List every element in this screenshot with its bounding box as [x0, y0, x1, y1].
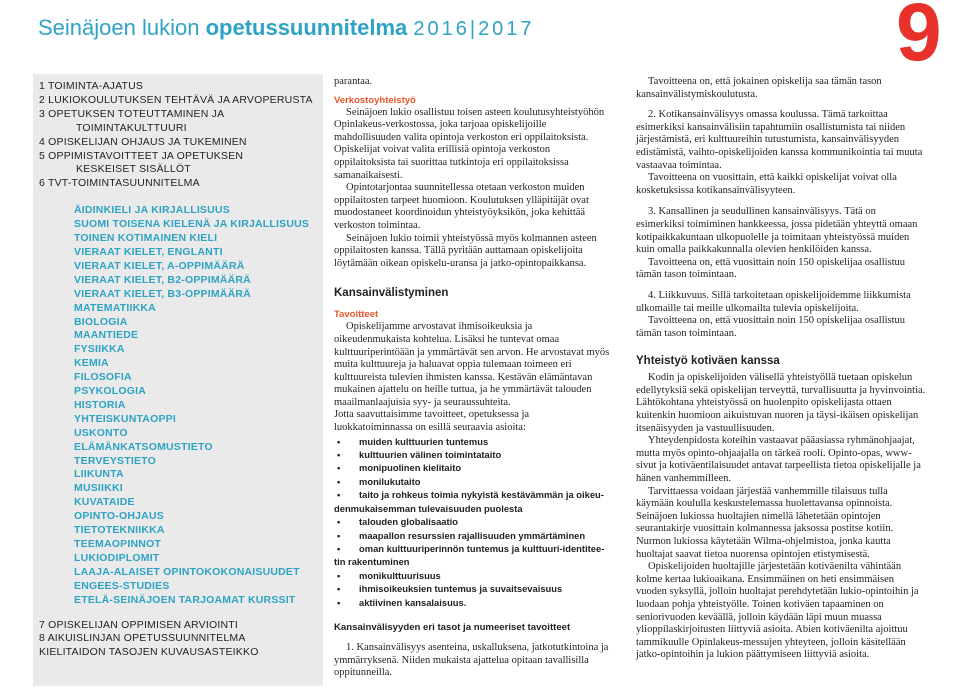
toc-list — [33, 74, 323, 660]
toc-subject-link[interactable]: SUOMI TOISENA KIELENÄ JA KIRJALLISUUS — [74, 218, 310, 231]
paragraph: 3. Kansallinen ja seudullinen kansainvälisyys. Tätä on esimerkiksi toimiminen hankkeessa, jossa pidetään yhteyttä omaan kotipaikkakuntaan ulkopuolelle ja toimitaan yhteistyössä muiden kuin omalla paikkakunnalla olevien henkilöiden kanssa. — [636, 206, 918, 256]
title-part-school: Seinäjoen lukion — [38, 15, 206, 40]
section-heading-verkostoyhteistyo: Verkostoyhteistyö — [334, 94, 416, 106]
paragraph: Seinäjoen lukio osallistuu toisen asteen koulutusyhteistyöhön Opinlakeus-verkostossa, joka tarjoaa opiskelijoille mahdollisuuden valita opintoja verkoston eri oppilaitoksista. Opiskelijat voivat valita erillisiä opintoja verkoston oppilaitoksista tai suorittaa tutkintoja eri oppilaitoksissa samanaikaisesti. — [334, 106, 605, 181]
bullet-list — [334, 435, 610, 609]
list-item: denmukaisemman tulevaisuuden puolesta — [334, 502, 523, 514]
toc-subject-link[interactable]: BIOLOGIA — [74, 315, 128, 328]
paragraph: Opintotarjontaa suunnitellessa otetaan verkoston muiden oppilaitosten tarpeet huomioon. Koulutuksen ylläpitäjät ovat muodostaneet koordinoidun yhteistyöyksikön, joka kehittää verkoston toimintaa. — [334, 182, 589, 231]
document-title — [38, 15, 535, 41]
toc-subject-link[interactable]: VIERAAT KIELET, B3-OPPIMÄÄRÄ — [74, 287, 251, 300]
toc-subject-link[interactable]: VIERAAT KIELET, B2-OPPIMÄÄRÄ — [74, 273, 251, 286]
toc-subject-link[interactable]: FYSIIKKA — [74, 343, 125, 356]
paragraph: 2. Kotikansainvälisyys omassa koulussa. Tämä tarkoittaa esimerkiksi kansainvälisiin tapahtumiin osallistumista tai niiden järjestämistä, eri kulttuureihin tutustumista, kansainvälisyyden edistämistä, vaihto-opiskelijoiden kanssa kommunikointia tai muuta vastaavaa toimintaa. — [636, 109, 923, 171]
toc-subject-link[interactable]: USKONTO — [74, 426, 128, 439]
toc-subject-link[interactable]: ELÄMÄNKATSOMUSTIETO — [74, 440, 213, 453]
section-heading-kansainvalistyminen: Kansainvälistyminen — [334, 287, 449, 300]
section-heading-kotivaki: Yhteistyö kotiväen kanssa — [636, 355, 780, 368]
toc-chapter-link[interactable]: 8 AIKUISLINJAN OPETUSSUUNNITELMA — [39, 632, 246, 645]
paragraph: Kodin ja opiskelijoiden välisellä yhteistyöllä tuetaan opiskelun edellytyksiä sekä opiskelijan terveyttä, turvallisuutta ja hyvinvointia. Lähtökohtana yhteistyössä on huolenpito opiskelijasta ottaen kuitenkin huomioon aikuistuvan nuoren ja täysi-ikäisen opiskelijan itsenäisyyden ja vastuullisuuden. — [636, 372, 926, 434]
toc-subject-link[interactable]: VIERAAT KIELET, ENGLANTI — [74, 245, 223, 258]
toc-subject-link[interactable]: ÄIDINKIELI JA KIRJALLISUUS — [74, 204, 230, 217]
toc-subject-link[interactable]: OPINTO-OHJAUS — [74, 510, 164, 523]
paragraph: Tarvittaessa voidaan järjestää vanhemmille tilaisuus tulla käymään koululla keskustelemassa huolettavansa opinnoista. Seinäjoen lukiossa huoltajien nimellä lähetetään opintojen seurantakirje vuosittain kolmannessa jaksossa postitse kotiin. Nurmon lukiossa käytetään Wilma-ohjelmistoa, jonka kautta huoltajat saavat tietoa nuorensa opintojen etistymisestä. — [636, 485, 894, 560]
toc-subject-link[interactable]: ETELÄ-SEINÄJOEN TARJOAMAT KURSSIT — [74, 593, 296, 606]
text-column-1 — [334, 76, 610, 680]
toc-spacer — [33, 191, 323, 204]
paragraph: Opiskelijamme arvostavat ihmisoikeuksia ja oikeudenmukaista kohtelua. Lisäksi he tuntevat omaa kulttuuriperintöään ja ymmärtävät sen arvon. He arvostavat myös muita kulttuureja ja haluavat oppia tulemaan toimeen eri kulttuureista tulevien ihmisten kanssa. Kestävän elämäntavan mukainen ajattelu on heille tuttua, ja he ymmärtävät talouden maailmanlaajuisia syy- ja seuraussuhteita. — [334, 321, 610, 408]
paragraph: Tavoitteena on, että vuosittain noin 150 opiskelijaa osallistuu tämän tason toimintaan. — [636, 315, 906, 339]
page-header — [0, 0, 960, 78]
list-item: • talouden globalisaatio — [334, 515, 610, 528]
toc-subject-link[interactable]: TOINEN KOTIMAINEN KIELI — [74, 232, 218, 245]
toc-subject-link[interactable]: MUSIIKKI — [74, 482, 123, 495]
table-of-contents-sidebar — [33, 74, 323, 686]
toc-chapter-link[interactable]: 6 TVT-TOIMINTASUUNNITELMA — [39, 177, 200, 190]
paragraph: Tavoitteena on, että jokainen opiskelija saa tämän tason kansainvälistymiskoulutusta. — [636, 76, 882, 100]
title-part-year: 2016|2017 — [413, 18, 535, 40]
list-item: • monikulttuurisuus — [334, 569, 610, 582]
list-item: • monilukutaito — [334, 475, 610, 488]
toc-chapter-link[interactable]: 3 OPETUKSEN TOTEUTTAMINEN JA — [39, 107, 225, 120]
toc-subject-link[interactable]: KEMIA — [74, 357, 109, 370]
paragraph: parantaa. — [334, 76, 373, 87]
toc-subject-link[interactable]: TEEMAOPINNOT — [74, 538, 161, 550]
paragraph: Tavoitteena on vuosittain, että kaikki opiskelijat voivat olla kosketuksissa kotikansainvälisyyteen. — [636, 172, 897, 196]
paragraph: Tavoitteena on, että vuosittain noin 150 opiskelijaa osallistuu tämän tason toimintaan. — [636, 256, 906, 281]
toc-subject-link[interactable]: YHTEISKUNTAOPPI — [74, 412, 176, 425]
toc-subject-link[interactable]: MATEMATIIKKA — [74, 301, 156, 314]
list-item: • ihmisoikeuksien tuntemus ja suvaitsevaisuus — [334, 582, 610, 595]
list-item: • oman kulttuuriperinnön tuntemus ja kulttuuri-identitee- — [334, 542, 610, 555]
list-item: • monipuolinen kielitaito — [334, 461, 610, 474]
page-number: 9 — [896, 0, 942, 78]
toc-chapter-link[interactable]: TOIMINTAKULTTUURI — [76, 121, 187, 134]
paragraph: Seinäjoen lukio toimii yhteistyössä myös kolmannen asteen oppilaitosten kanssa. Tällä pyritään auttamaan opiskelijoita löytämään oikean opiskelu-uransa ja jatko-opintopaikkansa. — [334, 232, 597, 269]
paragraph: 1. Kansainvälisyys asenteina, uskalluksena, jatkotutkintoina ja ymmärryksenä. Niiden mukaista ajattelua opitaan tavallisilla oppitunneilla. — [334, 641, 609, 679]
toc-subject-link[interactable]: LIIKUNTA — [74, 468, 124, 481]
toc-chapter-link[interactable]: 7 OPISKELIJAN OPPIMISEN ARVIOINTI — [39, 618, 238, 631]
toc-chapter-link[interactable]: 5 OPPIMISTAVOITTEET JA OPETUKSEN — [39, 149, 244, 162]
toc-subject-link[interactable]: TIETOTEKNIIKKA — [74, 524, 165, 537]
title-part-curriculum: opetussuunnitelma — [205, 15, 414, 40]
list-item: • maapallon resurssien rajallisuuden ymmärtäminen — [334, 529, 610, 542]
toc-subject-link[interactable]: MAANTIEDE — [74, 329, 139, 342]
toc-subject-link[interactable]: KUVATAIDE — [74, 496, 135, 509]
toc-subject-link[interactable]: VIERAAT KIELET, A-OPPIMÄÄRÄ — [74, 259, 245, 272]
toc-subject-link[interactable]: LAAJA-ALAISET OPINTOKOKONAISUUDET — [74, 565, 300, 578]
list-item: • kulttuurien välinen toimintataito — [334, 448, 610, 461]
toc-subject-link[interactable]: TERVEYSTIETO — [74, 454, 156, 467]
paragraph: 4. Liikkuvuus. Sillä tarkoitetaan opiskelijoidemme liikkumista ulkomaille tai meille ulkomailta tulevia opiskelijoita. — [636, 289, 911, 314]
toc-chapter-link[interactable]: KIELITAIDON TASOJEN KUVAUSASTEIKKO — [39, 646, 259, 659]
paragraph: Jotta saavuttaisimme tavoitteet, opetuksessa ja luokkatoiminnassa on esillä seuraavia asioita: — [334, 409, 530, 434]
paragraph: Opiskelijoiden huoltajille järjestetään kotiväenilta vähintään kolme kertaa lukioaikana. Ensimmäinen on heti ensimmäisen vuoden syksyllä, jolloin huoltajat perehdytetään lukio-opintoihin ja luodaan pohja yhteistyölle. Toinen kotiväen tapaaminen on seniorivuoden keväällä, jolloin käydään läpi muun muassa ylioppilaskirjoitusten liittyviä asioita. Abien kotiväenilta ajoittuu tammikuulle Opinlakeus-messujen yhteyteen, jolloin käsitellään jatko-opintoihin ja lukion päättymiseen liittyviä asioita. — [636, 561, 919, 661]
section-heading-tavoitteet: Tavoitteet — [334, 309, 379, 321]
toc-subject-link[interactable]: FILOSOFIA — [74, 371, 132, 384]
section-heading-tasot: Kansainvälisyyden eri tasot ja numeeriset tavoitteet — [334, 621, 571, 633]
list-item: • taito ja rohkeus toimia nykyistä kestävämmän ja oikeu- — [334, 488, 610, 501]
toc-spacer — [33, 608, 323, 619]
list-item: tin rakentuminen — [334, 556, 410, 568]
toc-chapter-link[interactable]: 2 LUKIOKOULUTUKSEN TEHTÄVÄ JA ARVOPERUSTA — [39, 93, 313, 106]
toc-subject-link[interactable]: HISTORIA — [74, 398, 126, 411]
paragraph: Yhteydenpidosta koteihin vastaavat pääasiassa ryhmänohjaajat, mutta myös opinto-ohjaajalla on tärkeä rooli. Opinto-opas, www-sivut ja kotiväentilaisuudet antavat tarpeellista tietoa opiskelijalle ja hänen vanhemmilleen. — [636, 435, 921, 485]
toc-subject-link[interactable]: PSYKOLOGIA — [74, 385, 147, 398]
list-item: • aktiivinen kansalaisuus. — [334, 596, 610, 609]
toc-chapter-link[interactable]: KESKEISET SISÄLLÖT — [76, 163, 191, 176]
toc-subject-link[interactable]: ENGEES-STUDIES — [74, 579, 170, 592]
toc-chapter-link[interactable]: 4 OPISKELIJAN OHJAUS JA TUKEMINEN — [39, 135, 247, 148]
toc-chapter-link[interactable]: 1 TOIMINTA-AJATUS — [39, 80, 144, 92]
text-column-2 — [636, 76, 926, 662]
list-item: • muiden kulttuurien tuntemus — [334, 435, 610, 448]
toc-subject-link[interactable]: LUKIODIPLOMIT — [74, 551, 160, 564]
